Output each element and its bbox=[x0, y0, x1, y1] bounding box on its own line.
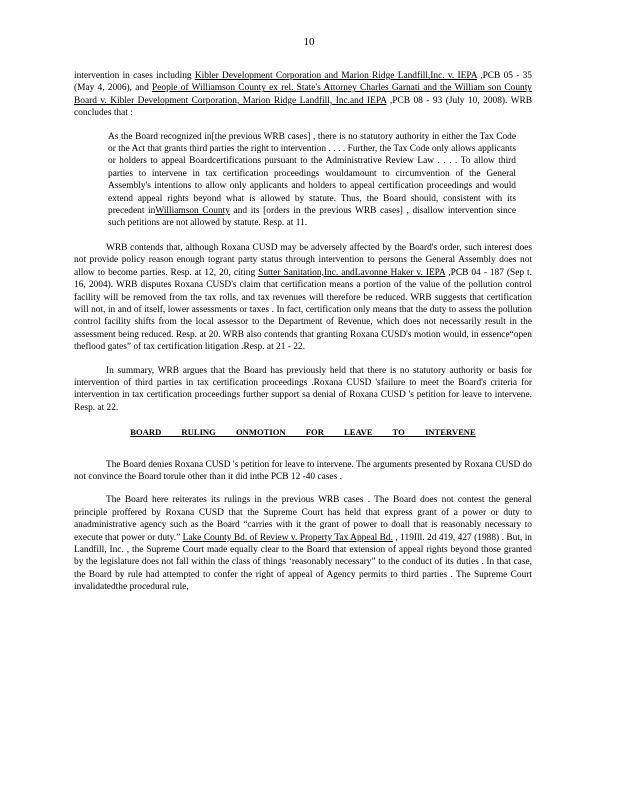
case-citation-kibler: Kibler Development Corporation and Marion Ridge Landfill,Inc. v. IEPA bbox=[194, 71, 477, 81]
paragraph-board-denies: The Board denies Roxana CUSD 's petition for leave to intervene. The arguments presented by Roxana CUSD do not convince the Board torule other than it did inthe PCB 12 -40 cases . bbox=[74, 459, 532, 482]
block-quote: As the Board recognized in[the previous WRB cases] , there is no statutory authority in either the Tax Code or the Act that grants third parties the right to intervention . . . . Further, the Tax Code only allows applicants or holders to appeal Boardcertifications pursuant to the Administrative Review Law . . . . To allow third parties to intervene in tax certification proceedings wouldamount to circumvention of the General Assembly's intentions to allow only applicants and holders to appeal certification proceedings and would extend appeal rights beyond what is allowed by statute. Thus, the Board should, consistent with its precedent inWilliamson County and its [orders in the previous WRB cases] , disallow intervention since such petitions are not allowed by statute. Resp. at 11. bbox=[108, 131, 516, 229]
case-citation-williamson: People of Williamson County ex rel. State's Attorney Charles Garnati and the William son County Board v. Kibler Development Corporation, Marion Ridge Landfill, Inc.and IEPA bbox=[74, 83, 532, 106]
case-citation-lake-county: Lake County Bd. of Review v. Property Tax Appeal Bd. bbox=[182, 532, 393, 543]
page-number: 10 bbox=[303, 36, 315, 48]
document-body bbox=[74, 70, 532, 605]
case-citation-williamson-county: Williamson County bbox=[155, 206, 230, 217]
case-citation-sutter: Sutter Sanitation,Inc. andLavonne Haker v. IEPA bbox=[258, 267, 446, 278]
paragraph-board-reiterates: The Board here reiterates its rulings in the previous WRB cases . The Board does not contest the general principle proffered by Roxana CUSD that the Supreme Court has held that express grant of a power or duty to anadministrative agency such as the Board “carries with it the grant of power to doall that is reasonably necessary to execute that power or duty.” Lake County Bd. of Review v. Property Tax Appeal Bd. , 119Ill. 2d 419, 427 (1988) . But, in Landfill, Inc. , the Supreme Court made equally clear to the Board that extension of appeal rights beyond those granted by the legislature does not fall within the class of things ‘reasonably necessary” to the conduct of its duties . In that case, the Board by rule had attempted to confer the right of appeal of Agency permits to third parties . The Supreme Court invalidatedthe procedural rule, bbox=[74, 495, 532, 593]
paragraph-summary: In summary, WRB argues that the Board has previously held that there is no statutory authority or basis for intervention of third parties in tax certification proceedings .Roxana CUSD 'sfailure to meet the Board's criteria for intervention in tax certification proceedings further support sa denial of Roxana CUSD 's petition for leave to intervene. Resp. at 22. bbox=[74, 365, 532, 413]
paragraph-intervention-cases: intervention in cases including Kibler Development Corporation and Marion Ridge Landfill,Inc. v. IEPA ,PCB 05 - 35 (May 4, 2006), and People of Williamson County ex rel. State's Attorney Charles Garnati and the William son County Board v. Kibler Development Corporation, Marion Ridge Landfill, Inc.and IEPA ,PCB 08 - 93 (July 10, 2008). WRB concludes that : bbox=[74, 71, 532, 119]
paragraph-wrb-contends: WRB contends that, although Roxana CUSD may be adversely affected by the Board's order, such interest does not provide policy reason enough togrant party status through intervention to persons the General Assembly does not allow to become parties. Resp. at 12, 20, citing Sutter Sanitation,Inc. andLavonne Haker v. IEPA ,PCB 04 - 187 (Sep t. 16, 2004). WRB disputes Roxana CUSD's claim that certification means a portion of the value of the pollution control facility will be removed from the tax rolls, and tax revenues will therefore be reduced. WRB suggests that certification will not, in and of itself, lower assessments or taxes . In fact, certification only means that the duty to assess the pollution control facility shifts from the local assessor to the Department of Revenue, which does not necessarily result in the assessment being reduced. Resp. at 20. WRB also contends that granting Roxana CUSD's motion would, in essence“open theflood gates” of tax certification litigation .Resp. at 21 - 22. bbox=[74, 242, 532, 353]
section-heading: BOARD RULING ONMOTION FOR LEAVE TO INTERVENE bbox=[130, 427, 476, 438]
